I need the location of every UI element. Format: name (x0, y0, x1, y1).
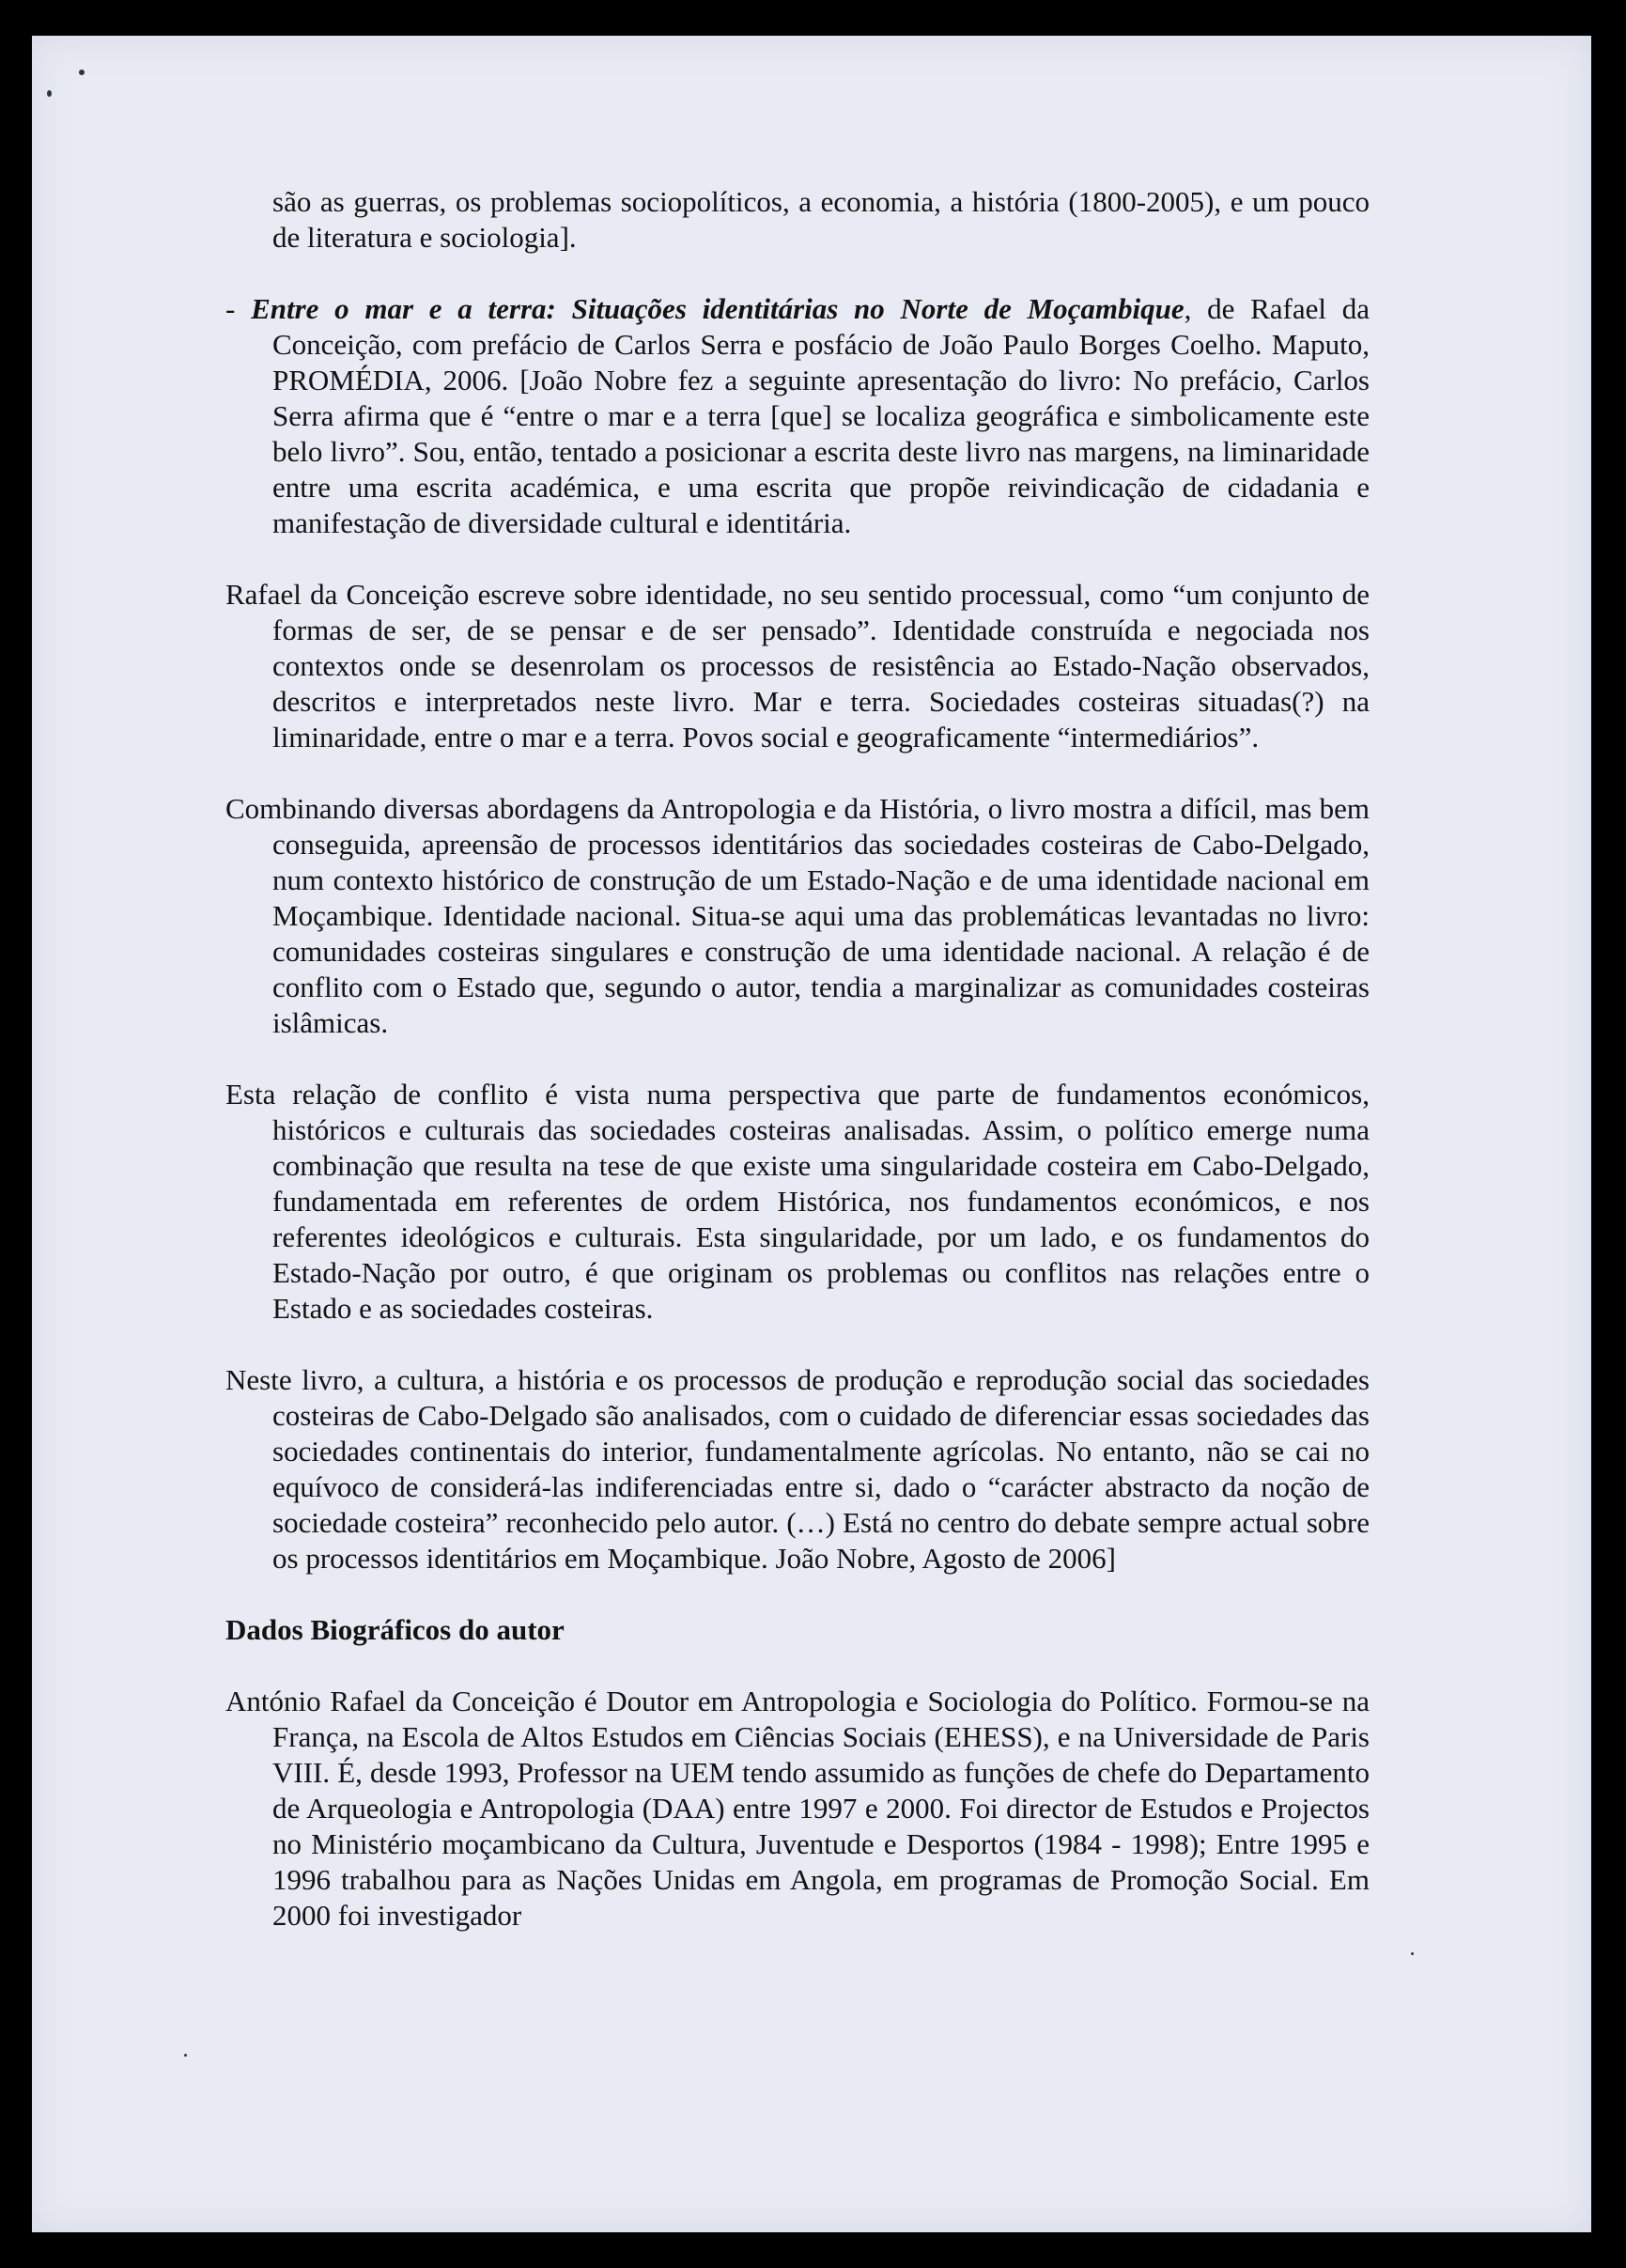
scan-speck (47, 90, 52, 97)
paragraph-text: Combinando diversas abordagens da Antropologia e da História, o livro mostra a difícil, mas bem conseguida, apreensão de processos identitários das sociedades costeiras de Cabo-Delgado, num contexto histórico de construção de um Estado-Nação e de uma identidade nacional em Moçambique. Identidade nacional. Situa-se aqui uma das problemáticas levantadas no livro: comunidades costeiras singulares e construção de uma identidade nacional. A relação é de conflito com o Estado que, segundo o autor, tendia a marginalizar as comunidades costeiras islâmicas. (225, 792, 1370, 1039)
paragraph-text: Neste livro, a cultura, a história e os processos de produção e reprodução social das sociedades costeiras de Cabo-Delgado são analisados, com o cuidado de diferenciar essas sociedades das sociedades continentais do interior, fundamentalmente agrícolas. No entanto, não se cai no equívoco de considerá-las indiferenciadas entre si, dado o “carácter abstracto da noção de sociedade costeira” reconhecido pelo autor. (…) Está no centro do debate sempre actual sobre os processos identitários em Moçambique. João Nobre, Agosto de 2006] (225, 1363, 1370, 1575)
book-title: Entre o mar e a terra: Situações identitárias no Norte de Moçambique (251, 292, 1185, 325)
paragraph-text: Esta relação de conflito é vista numa perspectiva que parte de fundamentos económicos, históricos e culturais das sociedades costeiras analisadas. Assim, o político emerge numa combinação que resulta na tese de que existe uma singularidade costeira em Cabo-Delgado, fundamentada em referentes de ordem Histórica, nos fundamentos económicos, e nos referentes ideológicos e culturais. Esta singularidade, por um lado, e os fundamentos do Estado-Nação por outro, é que originam os problemas ou conflitos nas relações entre o Estado e as sociedades costeiras. (225, 1078, 1370, 1325)
document-body (225, 184, 1370, 1969)
section-heading: Dados Biográficos do autor (225, 1613, 565, 1646)
paragraph-text: Rafael da Conceição escreve sobre identidade, no seu sentido processual, como “um conjunto de formas de ser, de se pensar e de ser pensado”. Identidade construída e negociada nos contextos onde se desenrolam os processos de resistência ao Estado-Nação observados, descritos e interpretados neste livro. Mar e terra. Sociedades costeiras situadas(?) na liminaridade, entre o mar e a terra. Povos social e geograficamente “intermediários”. (225, 578, 1370, 753)
paragraph-continuation (225, 184, 1370, 256)
paragraph-text: , de Rafael da Conceição, com prefácio de Carlos Serra e posfácio de João Paulo Borges Coelho. Maputo, PROMÉDIA, 2006. [João Nobre fez a seguinte apresentação do livro: No prefácio, Carlos Serra afirma que é “entre o mar e a terra [que] se localiza geográfica e simbolicamente este belo livro”. Sou, então, tentado a posicionar a escrita deste livro nas margens, na liminaridade entre uma escrita académica, e uma escrita que propõe reivindicação de cidadania e manifestação de diversidade cultural e identitária. (272, 292, 1370, 539)
list-dash: - (225, 292, 252, 325)
paragraph-conflict (225, 1077, 1370, 1327)
paragraph-culture (225, 1362, 1370, 1577)
paragraph-approaches (225, 791, 1370, 1041)
paragraph-identity (225, 577, 1370, 755)
scan-speck (79, 70, 85, 75)
scan-speck (184, 2054, 187, 2057)
paragraph-text: são as guerras, os problemas sociopolíticos, a economia, a história (1800-2005), e um pouco de literatura e sociologia]. (272, 185, 1370, 254)
paragraph-book-entry (225, 291, 1370, 541)
paragraph-text: António Rafael da Conceição é Doutor em Antropologia e Sociologia do Político. Formou-se na França, na Escola de Altos Estudos em Ciências Sociais (EHESS), e na Universidade de Paris VIII. É, desde 1993, Professor na UEM tendo assumido as funções de chefe do Departamento de Arqueologia e Antropologia (DAA) entre 1997 e 2000. Foi director de Estudos e Projectos no Ministério moçambicano da Cultura, Juventude e Desportos (1984 - 1998); Entre 1995 e 1996 trabalhou para as Nações Unidas em Angola, em programas de Promoção Social. Em 2000 foi investigador (225, 1685, 1370, 1932)
scan-speck (1411, 1952, 1414, 1955)
paragraph-biography (225, 1684, 1370, 1934)
